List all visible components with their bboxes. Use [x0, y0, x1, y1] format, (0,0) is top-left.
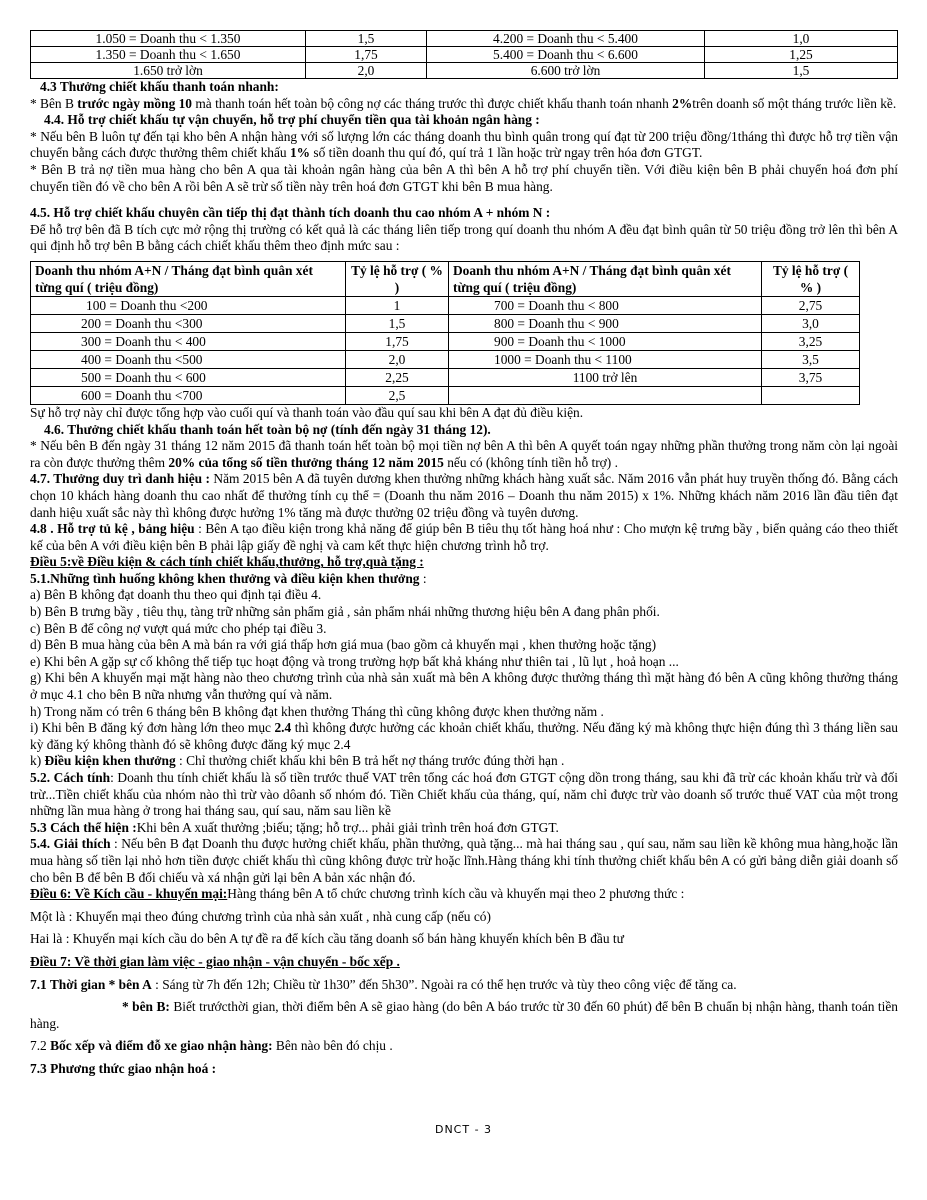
section-4-3-text: [30, 96, 898, 113]
text-span: * Bên B: [30, 95, 78, 111]
table-row: [31, 314, 860, 332]
section-4-5-heading: 4.5. Hỗ trợ chiết khấu chuyên cần tiếp thị đạt thành tích doanh thu cao nhóm A + nhóm N :: [30, 205, 551, 221]
section-4-5-note: Sự hỗ trợ này chỉ được tổng hợp vào cuối quí và thanh toán vào đầu quí sau khi bên A đạt đủ điều kiện.: [30, 404, 584, 420]
text-span: k): [30, 753, 45, 769]
section-4-8-heading: 4.8 . Hỗ trợ tủ kệ , bảng hiệu: [30, 521, 195, 537]
table-cell: 100 = Doanh thu <200: [31, 296, 346, 314]
text-span: Năm 2015 bên A đã tuyên dương khen thưởng những khách hàng xuất sắc. Năm 2016 vẫn phát huy truyền thống đó. Bằng cách chọn 10 khách hàng doanh thu cao nhất để thưởng tính cụ thể = (Doanh thu năm 2016 – Doanh thu năm 2015) x 1%. Những khách năm 2016 lần đầu tiên đạt danh hiệu xuất sắc này thì không được hưởng 1% tăng mà được thưởng 02 triệu đồng và tuyên dương.: [30, 471, 899, 520]
text-span: mà thanh toán hết toàn bộ công nợ các tháng trước thì được chiết khấu thanh toán nhanh: [192, 95, 673, 111]
table-cell: 4.200 = Doanh thu < 5.400: [427, 31, 705, 47]
table-cell: 500 = Doanh thu < 600: [31, 368, 346, 386]
text-span: Điều kiện khen thưởng: [44, 753, 176, 769]
table-header-cell: Doanh thu nhóm A+N / Tháng đạt bình quân xét từng quí ( triệu đồng): [449, 261, 762, 296]
section-5-4-heading: 5.4. Giải thích: [30, 836, 111, 852]
table-cell: 2,0: [346, 350, 449, 368]
table-row: [31, 332, 860, 350]
table-cell: 400 = Doanh thu <500: [31, 350, 346, 368]
text-span: 1%: [289, 145, 311, 161]
article-5-heading: Điều 5:về Điều kiện & cách tính chiết khấu,thưởng, hỗ trợ,quà tặng :: [30, 554, 424, 570]
table-cell: 1100 trở lên: [449, 368, 762, 386]
section-4-6-heading: 4.6. Thưởng chiết khấu thanh toán hết toàn bộ nợ (tính đến ngày 31 tháng 12).: [44, 421, 491, 437]
table-cell: 3,75: [762, 368, 860, 386]
table-cell: 3,0: [762, 314, 860, 332]
text-span: 20% của tổng số tiền thưởng tháng 12 năm 2015: [168, 454, 444, 470]
table-cell: 1.050 = Doanh thu < 1.350: [31, 31, 306, 47]
section-7-1: [30, 977, 898, 994]
text-span: thì không được hưởng các khoản chiết khấu, thưởng. Nếu đăng ký mà không thực hiện đúng thì 3 tháng liền sau kỳ đăng ký không thành đó sẽ không được đăng ký mục 2.4: [30, 720, 899, 752]
table-cell: 1000 = Doanh thu < 1100: [449, 350, 762, 368]
text-span: số tiền doanh thu quí đó, quí trả 1 lần hoặc trừ ngay trên hóa đơn GTGT.: [310, 145, 703, 161]
table-cell: 2,75: [762, 296, 860, 314]
table-header-cell: Tỷ lệ hỗ trợ ( % ): [346, 261, 449, 296]
list-item: d) Bên B mua hàng của bên A mà bán ra với giá thấp hơn giá mua (bao gồm cả khuyến mại , khen thưởng hoặc tặng): [30, 637, 657, 653]
section-7-1-heading: 7.1 Thời gian * bên A: [30, 976, 152, 992]
table-cell: 2,5: [346, 386, 449, 404]
section-4-5-text: Để hỗ trợ bên đã B tích cực mở rộng thị trường có kết quả là các tháng liên tiếp trong quí doanh thu nhóm A đều đạt bình quân từ 50 triệu đồng trở lên thì bên A qui định hỗ trợ bên B bằng cách chiết khấu thêm theo định mức sau :: [30, 221, 898, 254]
table-cell: 1.350 = Doanh thu < 1.650: [31, 47, 306, 63]
text-span: Bên nào bên đó chịu .: [272, 1038, 393, 1054]
table-cell: 800 = Doanh thu < 900: [449, 314, 762, 332]
text-span: Hàng tháng bên A tổ chức chương trình kích cầu và khuyến mại theo 2 phương thức :: [227, 886, 685, 902]
text-span: i) Khi bên B đăng ký đơn hàng lớn theo mục: [30, 720, 275, 736]
text-span: nếu có (không tính tiền hỗ trợ) .: [443, 454, 618, 470]
section-7-2-heading: Bốc xếp và điểm đỗ xe giao nhận hàng:: [50, 1038, 273, 1054]
table-cell: 2,0: [306, 63, 427, 79]
table-cell: 1,75: [346, 332, 449, 350]
table-cell: 1,5: [705, 63, 898, 79]
table-row: [31, 31, 898, 47]
text-span: :: [419, 570, 427, 586]
table-row: [31, 386, 860, 404]
text-span: trước ngày mồng 10: [77, 95, 193, 111]
section-5-1-heading: [30, 571, 898, 588]
table-cell: 1,75: [306, 47, 427, 63]
text-span: : Doanh thu tính chiết khấu là số tiền trước thuế VAT trên tổng các hoá đơn GTGT cộng dồn trong tháng, sau khi đã trừ các khoản khấu trừ và đối trừ...Tiền chiết khấu của nhóm nào thì trừ vào dôanh số nhóm đó. Tiền Chiết khấu của tháng, quí, năm chỉ được trừ vào doanh số trước thuế VAT của một trong những lần mua hàng ở trong hai tháng sau, quí sau, năm sau liền kề: [30, 770, 898, 819]
list-item: Hai là : Khuyến mại kích cầu do bên A tự đề ra để kích cầu tăng doanh số bán hàng khuyến khích bên B đầu tư: [30, 931, 624, 947]
table-cell: [762, 386, 860, 404]
article-6-heading: Điều 6: Về Kích cầu - khuyến mại:: [30, 886, 228, 902]
table-cell: 1.650 trở lờn: [31, 63, 306, 79]
section-7-1-party-b: [30, 999, 898, 1032]
section-4-6-text: [30, 438, 898, 471]
table-cell: 1,25: [705, 47, 898, 63]
section-4-4-text-1: [30, 129, 898, 162]
section-4-7-heading: 4.7. Thưởng duy trì danh hiệu :: [30, 471, 210, 487]
list-item: [30, 720, 898, 753]
table-header-row: [31, 261, 860, 296]
section-4-3-heading: 4.3 Thưởng chiết khấu thanh toán nhanh:: [40, 79, 279, 94]
article-6: [30, 886, 898, 903]
table-row: [31, 63, 898, 79]
table-cell: 3,25: [762, 332, 860, 350]
text-span: * Nếu bên B luôn tự đến tại kho bên A nhận hàng với số lượng lớn các tháng doanh thu bình quân trong quí đạt từ 200 triệu đồng/1tháng thì được hỗ trợ tiền vận chuyển bằng cách được thưởng thêm chiết khấu: [30, 128, 898, 161]
section-4-7: [30, 471, 898, 521]
table-header-cell: Doanh thu nhóm A+N / Tháng đạt bình quân xét từng quí ( triệu đồng): [31, 261, 346, 296]
text-span: Biết trướcthời gian, thời điểm bên A sẽ giao hàng (do bên A báo trước từ 30 đến 60 phút) để bên B chuẩn bị nhận hàng, thanh toán tiền hàng.: [30, 999, 898, 1031]
discount-rate-table-top: [30, 30, 898, 79]
table-cell: 1: [346, 296, 449, 314]
table-cell: 3,5: [762, 350, 860, 368]
table-cell: 2,25: [346, 368, 449, 386]
table-header-cell: Tỷ lệ hỗ trợ ( % ): [762, 261, 860, 296]
text-span: * Nếu bên B đến ngày 31 tháng 12 năm 2015 đã thanh toán hết toàn bộ mọi tiền nợ bên A thì bên A quyết toán ngay những phần thưởng trong năm còn lại ngoài ra còn được thưởng thêm: [30, 438, 898, 470]
table-cell: 200 = Doanh thu <300: [31, 314, 346, 332]
article-7-heading: Điều 7: Về thời gian làm việc - giao nhận - vận chuyển - bốc xếp .: [30, 953, 400, 969]
table-row: [31, 296, 860, 314]
table-cell: [449, 386, 762, 404]
text-span: 7.2: [30, 1038, 51, 1054]
document-page: [30, 30, 898, 1078]
list-item: b) Bên B trưng bầy , tiêu thụ, tàng trữ những sản phẩm giả , sản phẩm nhái những thương hiệu bên A đang phân phối.: [30, 604, 660, 620]
table-cell: 1,0: [705, 31, 898, 47]
text-span: : Chỉ thưởng chiết khấu khi bên B trả hết nợ tháng trước đúng thời hạn .: [175, 753, 565, 769]
table-row: [31, 47, 898, 63]
section-5-3: [30, 820, 898, 837]
section-7-2: [30, 1038, 898, 1055]
section-7-3-heading: 7.3 Phương thức giao nhận hoá :: [30, 1060, 217, 1076]
list-item: c) Bên B để công nợ vượt quá mức cho phép tại điều 3.: [30, 620, 327, 636]
text-span: : Bên A tạo điều kiện trong khả năng để giúp bên B tiêu thụ tốt hàng hoá như : Cho mượn kệ trưng bầy , biển quảng cáo theo thiết kế của bên A với điều kiện bên B phải lập giấy đề nghị và cam kết thực hiện chương trình hỗ trợ.: [30, 521, 898, 553]
table-row: [31, 368, 860, 386]
text-span: 2.4: [274, 720, 292, 736]
text-span: 5.1.Những tình huống không khen thưởng và điều kiện khen thưởng: [30, 570, 420, 586]
section-5-2-heading: 5.2. Cách tính: [30, 770, 111, 785]
table-cell: 5.400 = Doanh thu < 6.600: [427, 47, 705, 63]
table-cell: 700 = Doanh thu < 800: [449, 296, 762, 314]
section-4-4-text-2: * Bên B trả nợ tiền mua hàng cho bên A qua tài khoản ngân hàng của bên A thì bên A hỗ trợ phí chuyển tiền. Với điều kiện bên B phải chuyển hoá đơn phí chuyển tiền đó về cho bên A rồi bên A sẽ trừ số tiền này trên hoá đơn GTGT khi bên B mua hàng.: [30, 161, 898, 194]
table-cell: 1,5: [346, 314, 449, 332]
section-4-4-heading: 4.4. Hỗ trợ chiết khấu tự vận chuyển, hỗ trợ phí chuyển tiền qua tài khoản ngân hàng :: [44, 112, 540, 128]
list-item: e) Khi bên A gặp sự cố không thể tiếp tục hoạt động và trong trường hợp bất khả kháng như thiên tai , lũ lụt , hoả hoạn ...: [30, 653, 679, 669]
table-cell: 600 = Doanh thu <700: [31, 386, 346, 404]
text-span: : Sáng từ 7h đến 12h; Chiều từ 1h30” đến 5h30”. Ngoài ra có thể hẹn trước và tùy theo công việc để tăng ca.: [151, 976, 737, 992]
list-item: g) Khi bên A khuyến mại mặt hàng nào theo chương trình của nhà sản xuất mà bên A không được thưởng tháng thì mặt hàng đó bên A cũng không thưởng tháng ở mục 4.1 cho bên B nữa nhưng vẫn thưởng quí và năm.: [30, 670, 898, 703]
text-span: : Nếu bên B đạt Doanh thu được hưởng chiết khấu, phần thưởng, quà tặng... mà hai tháng sau , quí sau, năm sau liền kề không mua hàng,hoặc lần mua hàng số tiền lại nhỏ hơn tiền được chiết khấu thì cũng không được trừ hoặc lĩnh.Hàng tháng khi tính thưởng chiết khấu bên A có gửi bảng diễn giải doanh số cho bên B để bên B đối chiếu và xá nhận gửi lại bên A bản xác nhận đó.: [30, 836, 898, 885]
support-rate-table: [30, 261, 860, 405]
page-footer: DNCT - 3: [434, 1123, 493, 1136]
table-cell: 300 = Doanh thu < 400: [31, 332, 346, 350]
table-cell: 900 = Doanh thu < 1000: [449, 332, 762, 350]
table-cell: 1,5: [306, 31, 427, 47]
table-row: [31, 350, 860, 368]
table-cell: 6.600 trở lờn: [427, 63, 705, 79]
list-item: [30, 753, 898, 770]
list-item: Một là : Khuyến mại theo đúng chương trình của nhà sản xuất , nhà cung cấp (nếu có): [30, 908, 491, 924]
list-item: h) Trong năm có trên 6 tháng bên B không đạt khen thưởng Tháng thì cũng không được khen thưởng năm .: [30, 703, 604, 719]
text-span: Khi bên A xuất thưởng ;biếu; tặng; hỗ trợ... phải giải trình trên hoá đơn GTGT.: [136, 819, 559, 835]
text-span: 2%: [672, 95, 693, 111]
text-span: trên doanh số một tháng trước liền kề.: [692, 95, 897, 111]
list-item: a) Bên B không đạt doanh thu theo qui định tại điều 4.: [30, 587, 322, 603]
text-span: * bên B:: [122, 999, 170, 1015]
section-4-8: [30, 521, 898, 554]
section-5-4: [30, 836, 898, 886]
section-5-2: [30, 770, 898, 820]
section-5-3-heading: 5.3 Cách thể hiện :: [30, 819, 137, 835]
